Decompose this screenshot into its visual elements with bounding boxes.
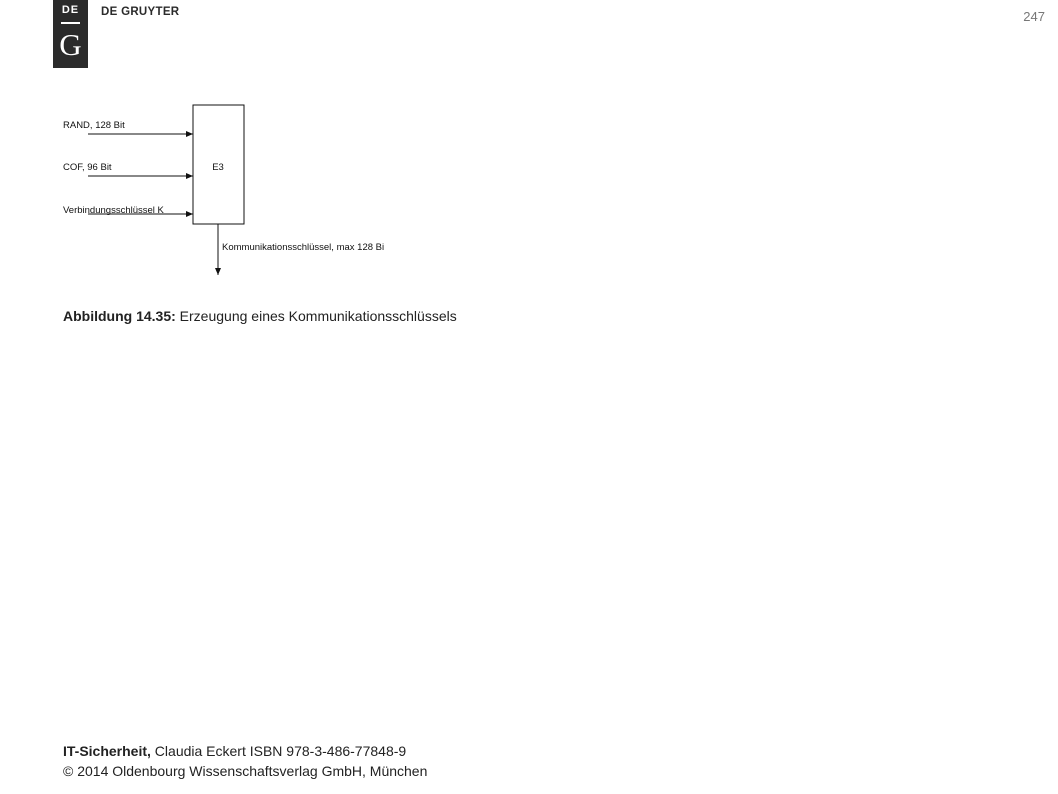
copyright-line: © 2014 Oldenbourg Wissenschaftsverlag GmbH, München — [63, 763, 428, 779]
e3-diagram — [55, 95, 395, 285]
de-gruyter-logo-icon — [53, 0, 88, 68]
book-title: IT-Sicherheit, — [63, 743, 151, 759]
logo-divider — [61, 22, 80, 24]
e3-block-label: E3 — [212, 162, 224, 173]
figure-caption-text: Erzeugung eines Kommunikationsschlüssels — [175, 308, 457, 324]
publisher-name: DE GRUYTER — [101, 6, 180, 18]
input-label-rand: RAND, 128 Bit — [63, 120, 125, 131]
page-number: 247 — [1023, 9, 1045, 24]
figure-caption-label: Abbildung 14.35: — [63, 308, 176, 324]
logo-top-text: DE — [61, 4, 80, 16]
logo-bottom-text: G — [59, 27, 82, 62]
input-label-verbindungsschluessel: Verbindungsschlüssel K — [63, 205, 164, 216]
figure-caption — [63, 308, 457, 324]
book-author-isbn: Claudia Eckert ISBN 978-3-486-77848-9 — [150, 743, 407, 759]
input-label-cof: COF, 96 Bit — [63, 162, 112, 173]
book-footer — [63, 741, 427, 781]
footer-line-1 — [63, 741, 427, 761]
output-label: Kommunikationsschlüssel, max 128 Bi — [222, 242, 385, 253]
